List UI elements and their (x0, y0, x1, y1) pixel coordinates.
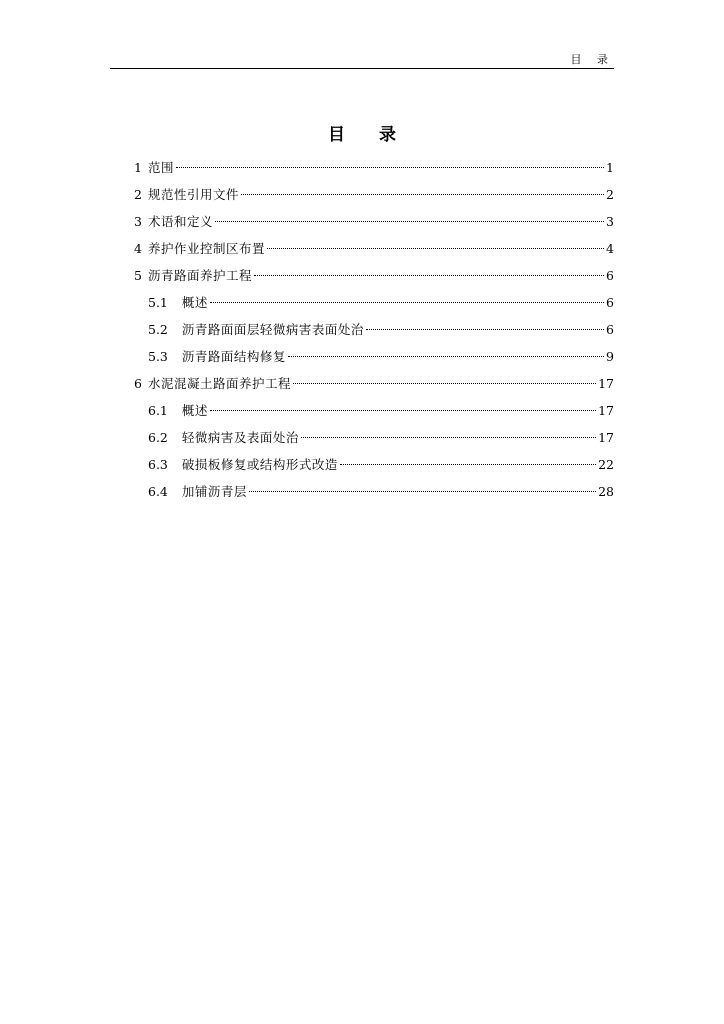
toc-entry-page: 28 (598, 484, 614, 499)
toc-entry-number: 6.4 (148, 484, 168, 499)
dot-leader (340, 464, 596, 465)
dot-leader (301, 437, 596, 438)
toc-entry-number: 6.1 (148, 403, 168, 418)
toc-entry-title: 概述 (181, 295, 208, 310)
toc-entry-number: 2 (134, 187, 142, 202)
toc-entry-2[interactable] (134, 185, 614, 212)
toc-entry-title: 养护作业控制区布置 (147, 241, 265, 256)
toc-entry-page: 2 (606, 187, 614, 202)
toc-entry-number: 6.2 (148, 430, 168, 445)
page-title: 目 录 (328, 125, 410, 145)
dot-leader (249, 491, 596, 492)
toc-entry-6-3[interactable] (134, 455, 614, 482)
toc-entry-title: 范围 (147, 160, 174, 175)
toc-entry-title: 概述 (181, 403, 208, 418)
header-rule (110, 68, 614, 69)
toc-entry-number: 6.3 (148, 457, 168, 472)
toc-entry-number: 5.3 (148, 349, 168, 364)
dot-leader (366, 329, 604, 330)
toc-entry-page: 9 (606, 349, 614, 364)
toc-entry-6[interactable] (134, 374, 614, 401)
toc-entry-title: 破损板修复或结构形式改造 (181, 457, 338, 472)
toc-entry-page: 17 (598, 403, 614, 418)
dot-leader (241, 194, 604, 195)
toc-entry-1[interactable] (134, 158, 614, 185)
toc-entry-number: 4 (134, 241, 142, 256)
toc-entry-page: 6 (606, 322, 614, 337)
toc-entry-number: 5.1 (148, 295, 168, 310)
toc-entry-5[interactable] (134, 266, 614, 293)
running-header: 目 录 (570, 53, 614, 66)
dot-leader (210, 410, 596, 411)
toc-entry-page: 22 (598, 457, 614, 472)
toc-entry-number: 6 (134, 376, 142, 391)
toc-entry-page: 6 (606, 295, 614, 310)
toc-entry-3[interactable] (134, 212, 614, 239)
toc-entry-6-1[interactable] (134, 401, 614, 428)
dot-leader (254, 275, 604, 276)
toc-entry-number: 3 (134, 214, 142, 229)
toc-entry-page: 4 (606, 241, 614, 256)
toc-entry-5-1[interactable] (134, 293, 614, 320)
toc-entry-title: 术语和定义 (147, 214, 213, 229)
toc-entry-6-4[interactable] (134, 482, 614, 509)
toc-entry-title: 沥青路面面层轻微病害表面处治 (181, 322, 364, 337)
toc-entry-title: 规范性引用文件 (147, 187, 239, 202)
dot-leader (176, 167, 604, 168)
toc-entry-title: 沥青路面结构修复 (181, 349, 286, 364)
toc-entry-number: 5 (134, 268, 142, 283)
toc-entry-5-3[interactable] (134, 347, 614, 374)
toc-entry-4[interactable] (134, 239, 614, 266)
toc-entry-page: 6 (606, 268, 614, 283)
toc-entry-title: 轻微病害及表面处治 (181, 430, 299, 445)
dot-leader (267, 248, 604, 249)
toc-entry-page: 17 (598, 376, 614, 391)
dot-leader (293, 383, 596, 384)
toc-entry-number: 5.2 (148, 322, 168, 337)
toc-entry-6-2[interactable] (134, 428, 614, 455)
toc-entry-page: 17 (598, 430, 614, 445)
toc-entry-number: 1 (134, 160, 142, 175)
table-of-contents (134, 158, 614, 509)
toc-entry-title: 水泥混凝土路面养护工程 (147, 376, 291, 391)
dot-leader (288, 356, 604, 357)
dot-leader (210, 302, 604, 303)
dot-leader (215, 221, 604, 222)
toc-entry-page: 3 (606, 214, 614, 229)
toc-entry-title: 沥青路面养护工程 (147, 268, 252, 283)
toc-entry-page: 1 (606, 160, 614, 175)
toc-entry-title: 加铺沥青层 (181, 484, 247, 499)
toc-entry-5-2[interactable] (134, 320, 614, 347)
